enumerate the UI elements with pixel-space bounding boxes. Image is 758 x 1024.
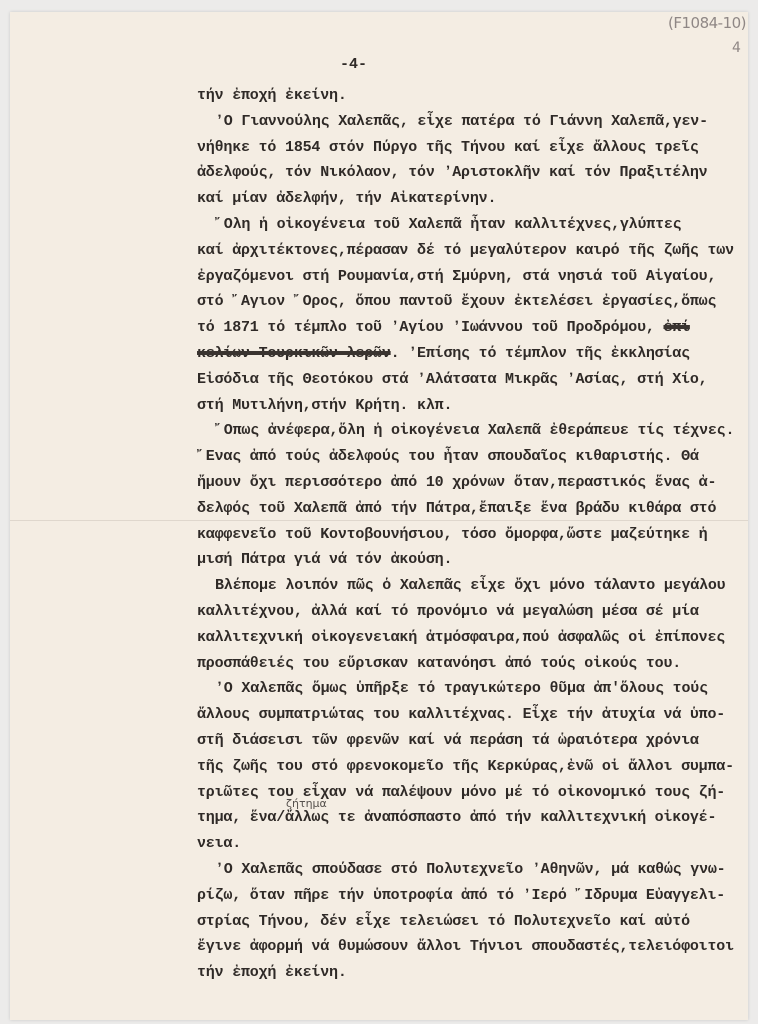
text-line bbox=[197, 629, 725, 646]
line-text: στό ῎Αγιον ῎Ορος, ὅπου παντοῦ ἔχουν ἐκτελέσει ἐργασίες,ὅπως bbox=[197, 293, 717, 311]
text-line bbox=[197, 500, 716, 517]
text-line bbox=[197, 164, 708, 181]
line-text: τῆς ζωῆς του στό φρενοκομεῖο τῆς Κερκύρας,ἐνῶ οἱ ἄλλοι συμπα- bbox=[197, 757, 734, 775]
line-text: καλλιτεχνική οἰκογενειακή ἀτμόσφαιρα,πού ἀσφαλῶς οἱ ἐπίπονες bbox=[197, 628, 726, 646]
line-text: ῎Οπως ἀνέφερα,ὅλη ἡ οἰκογένεια Χαλεπᾶ ἐθεράπευε τίς τέχνες. bbox=[215, 422, 735, 440]
text-line bbox=[197, 938, 734, 955]
line-text: καλλιτέχνου, ἀλλά καί τό προνόμιο νά μεγαλώση μέσα σέ μία bbox=[197, 603, 699, 620]
line-text: Βλέπομε λοιπόν πῶς ὁ Χαλεπᾶς εἶχε ὄχι μόνο τάλαντο μεγάλου bbox=[215, 577, 726, 595]
line-text: μισή Πάτρα γιά νά τόν ἀκούση. bbox=[197, 551, 453, 569]
line-text: στῆ διάσεισι τῶν φρενῶν καί νά περάση τά ὡραιότερα χρόνια bbox=[197, 732, 699, 749]
line-text: ρίζω, ὅταν πῆρε τήν ὑποτροφία ἀπό τό ʼΙερό ῎Ιδρυμα Εὐαγγελι- bbox=[197, 886, 726, 904]
text-line bbox=[197, 87, 347, 104]
struck-out-text: ἐπί bbox=[663, 319, 690, 337]
line-text: ῎Ολη ἡ οἰκογένεια τοῦ Χαλεπᾶ ἦταν καλλιτέχνες,γλύπτες bbox=[215, 216, 682, 233]
line-text: ʼΟ Χαλεπᾶς ὅμως ὑπῆρξε τό τραγικώτερο θῦμα ἀπ'ὅλους τούς bbox=[215, 680, 708, 698]
line-text: ῎Ενας ἀπό τούς ἀδελφούς του ἦταν σπουδαῖος κιθαριστής. Θά bbox=[197, 448, 699, 466]
line-text: τριῶτες του εἶχαν νά παλέψουν μόνο μέ τό οἰκονομικό τους ζή- bbox=[197, 783, 726, 801]
line-text: τό 1871 τό τέμπλο τοῦ ʼΑγίου ʼΙωάννου τοῦ Προδρόμου, bbox=[197, 319, 664, 337]
line-text: ἤμουν ὄχι περισσότερο ἀπό 10 χρόνων ὅταν,περαστικός ἕνας ἀ- bbox=[197, 474, 717, 491]
text-line bbox=[197, 913, 690, 930]
line-text: τημα, ἕνα/ἄλλως τε ἀναπόσπαστο ἀπό τήν καλλιτεχνική οἰκογέ- bbox=[197, 809, 717, 827]
line-text: καί μίαν ἀδελφήν, τήν Αἰκατερίνην. bbox=[197, 190, 497, 208]
line-text: ʼΟ Γιαννούλης Χαλεπᾶς, εἶχε πατέρα τό Γιάννη Χαλεπᾶ,γεν- bbox=[215, 112, 708, 130]
paragraph-start-line bbox=[215, 861, 726, 878]
paragraph-start-line bbox=[215, 113, 708, 130]
line-text: ἐργαζόμενοι στή Ρουμανία,στή Σμύρνη, στά νησιά τοῦ Αἰγαίου, bbox=[197, 267, 717, 285]
archive-page-handwritten: 4 bbox=[732, 40, 741, 56]
line-text: καί ἀρχιτέκτονες,πέρασαν δέ τό μεγαλύτερον καιρό τῆς ζωῆς των bbox=[197, 241, 734, 259]
paragraph-start-line bbox=[215, 422, 734, 439]
text-line bbox=[197, 139, 699, 156]
text-line bbox=[197, 551, 452, 568]
text-line bbox=[197, 190, 496, 207]
text-line bbox=[197, 964, 347, 981]
text-line bbox=[197, 706, 725, 723]
text-line bbox=[197, 835, 241, 852]
line-text: . ʼΕπίσης τό τέμπλον τῆς ἐκκλησίας bbox=[390, 345, 690, 362]
text-line bbox=[197, 887, 725, 904]
text-line bbox=[197, 526, 708, 543]
text-line bbox=[197, 603, 699, 620]
line-text: ἄλλους συμπατριώτας του καλλιτέχνας. Εἶχε τήν ἀτυχία νά ὑπο- bbox=[197, 706, 726, 724]
text-line bbox=[197, 268, 716, 285]
text-line bbox=[197, 474, 716, 491]
text-line bbox=[197, 448, 699, 465]
struck-out-text: κελίων Τουρκικῶν λερῶν bbox=[197, 345, 391, 362]
paragraph-start-line bbox=[215, 680, 708, 697]
text-line bbox=[197, 345, 690, 362]
archive-reference-handwritten: (F1084-10) bbox=[668, 14, 747, 32]
text-line bbox=[197, 319, 690, 336]
text-line bbox=[197, 732, 699, 749]
line-text: καφφενεῖο τοῦ Κοντοβουνήσιου, τόσο ὄμορφα,ὥστε μαζεύτηκε ἡ bbox=[197, 525, 708, 543]
line-text: νεια. bbox=[197, 835, 242, 853]
text-line bbox=[197, 397, 452, 414]
paragraph-start-line bbox=[215, 216, 681, 233]
handwritten-correction: ζήτημα bbox=[286, 797, 327, 811]
text-line bbox=[197, 784, 725, 801]
text-line bbox=[197, 371, 708, 388]
text-line bbox=[197, 242, 734, 259]
paragraph-start-line bbox=[215, 577, 726, 594]
line-text: τήν ἐποχή ἐκείνη. bbox=[197, 87, 347, 104]
line-text: ʼΟ Χαλεπᾶς σπούδασε στό Πολυτεχνεῖο ʼΑθηνῶν, μά καθώς γνω- bbox=[215, 861, 726, 878]
line-text: στή Μυτιλήνη,στήν Κρήτη. κλπ. bbox=[197, 396, 453, 414]
line-text: προσπάθειές του εὕρισκαν κατανόησι ἀπό τούς οἰκούς του. bbox=[197, 654, 682, 672]
text-line bbox=[197, 293, 716, 310]
line-text: ἀδελφούς, τόν Νικόλαον, τόν ʼΑριστοκλῆν καί τόν Πραξιτέλην bbox=[197, 164, 708, 182]
line-text: δελφός τοῦ Χαλεπᾶ ἀπό τήν Πάτρα,ἔπαιξε ἕνα βράδυ κιθάρα στό bbox=[197, 499, 717, 517]
text-line bbox=[197, 758, 734, 775]
text-line bbox=[197, 655, 681, 672]
line-text: Εἰσόδια τῆς Θεοτόκου στά ʼΑλάτσατα Μικρᾶς ʼΑσίας, στή Χίο, bbox=[197, 370, 708, 388]
paper-fold-crease bbox=[10, 520, 748, 521]
line-text: στρίας Τήνου, δέν εἶχε τελειώσει τό Πολυτεχνεῖο καί αὐτό bbox=[197, 912, 690, 930]
page-number: -4- bbox=[340, 56, 368, 73]
line-text: τήν ἐποχή ἐκείνη. bbox=[197, 964, 347, 982]
line-text: νήθηκε τό 1854 στόν Πύργο τῆς Τήνου καί εἶχε ἄλλους τρεῖς bbox=[197, 138, 699, 156]
line-text: ἔγινε ἀφορμή νά θυμώσουν ἄλλοι Τήνιοι σπουδαστές,τελειόφοιτοι bbox=[197, 938, 734, 956]
text-line bbox=[197, 809, 716, 826]
